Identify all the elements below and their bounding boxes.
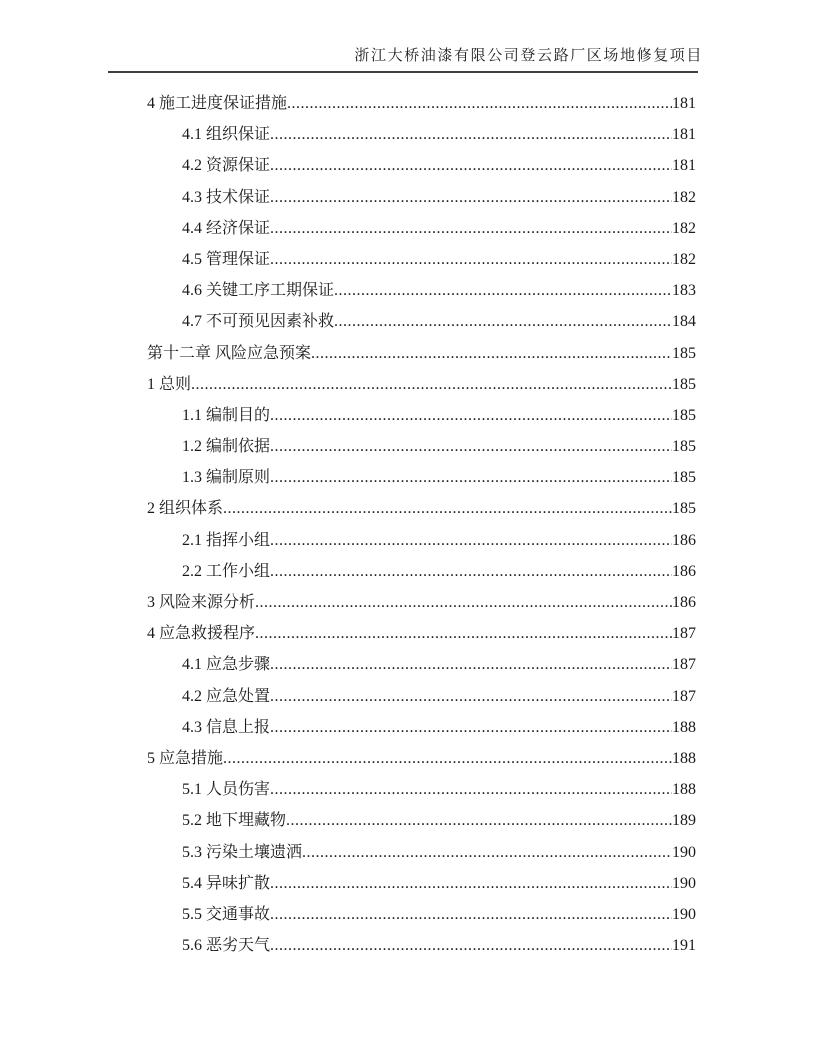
toc-page-number: 187: [672, 656, 696, 674]
toc-page-number: 185: [672, 406, 696, 424]
dot-leader: [270, 930, 672, 961]
dot-leader: [270, 400, 672, 431]
dot-leader: [334, 306, 672, 337]
toc-entry[interactable]: [147, 556, 696, 587]
dot-leader: [255, 587, 672, 618]
toc-page-number: 188: [672, 749, 696, 767]
toc-entry-label: 4.2 资源保证: [182, 157, 271, 175]
toc-entry[interactable]: [147, 431, 696, 462]
dot-leader: [270, 119, 672, 150]
toc-entry-label: 4.4 经济保证: [182, 219, 271, 237]
toc-entry-label: 4.7 不可预见因素补救: [182, 313, 335, 331]
page-header-title: 浙江大桥油漆有限公司登云路厂区场地修复项目: [354, 48, 703, 64]
dot-leader: [286, 805, 672, 836]
toc-entry-label: 1 总则: [147, 375, 192, 393]
dot-leader: [270, 649, 672, 680]
toc-page-number: 185: [672, 344, 696, 362]
toc-entry-label: 1.2 编制依据: [182, 438, 271, 456]
toc-page-number: 186: [672, 531, 696, 549]
toc-entry[interactable]: [147, 150, 696, 181]
toc-entry[interactable]: [147, 868, 696, 899]
toc-page-number: 181: [672, 95, 696, 112]
toc-entry[interactable]: [147, 119, 696, 150]
toc-entry[interactable]: [147, 182, 696, 213]
toc-entry[interactable]: [147, 400, 696, 431]
toc-page-number: 190: [672, 843, 696, 861]
dot-leader: [270, 462, 672, 493]
toc-entry[interactable]: [147, 649, 696, 680]
dot-leader: [223, 743, 672, 774]
toc-entry-label: 5.5 交通事故: [182, 905, 271, 923]
toc-entry[interactable]: [147, 244, 696, 275]
toc-entry[interactable]: [147, 899, 696, 930]
toc-entry-label: 1.1 编制目的: [182, 406, 271, 424]
toc-entry[interactable]: [147, 213, 696, 244]
toc-entry[interactable]: [147, 930, 696, 961]
toc-page-number: 190: [672, 874, 696, 892]
toc-entry[interactable]: [147, 805, 696, 836]
dot-leader: [270, 213, 672, 244]
dot-leader: [270, 182, 672, 213]
dot-leader: [255, 618, 672, 649]
toc-entry-label: 3 风险来源分析: [147, 594, 256, 611]
toc-page-number: 189: [672, 812, 696, 830]
toc-entry-label: 2.1 指挥小组: [182, 531, 271, 549]
toc-entry[interactable]: [147, 712, 696, 743]
dot-leader: [270, 712, 672, 743]
dot-leader: [270, 431, 672, 462]
toc-entry-label: 4.6 关键工序工期保证: [182, 282, 335, 300]
dot-leader: [270, 774, 672, 805]
dot-leader: [311, 338, 672, 369]
toc-entry-label: 第十二章 风险应急预案: [147, 344, 312, 362]
toc-entry[interactable]: [147, 493, 696, 524]
toc-page-number: 182: [672, 188, 696, 206]
toc-page-number: 184: [672, 313, 696, 331]
toc-entry-label: 4.1 组织保证: [182, 126, 271, 144]
toc-entry-label: 5.1 人员伤害: [182, 781, 271, 799]
dot-leader: [223, 493, 672, 524]
toc-entry-label: 5.2 地下埋藏物: [182, 812, 287, 830]
header-rule: [108, 71, 698, 73]
dot-leader: [270, 868, 672, 899]
dot-leader: [334, 275, 672, 306]
toc-entry-label: 2 组织体系: [147, 500, 224, 518]
toc-page-number: 185: [672, 375, 696, 393]
toc-page-number: 182: [672, 250, 696, 268]
toc-entry-label: 2.2 工作小组: [182, 562, 271, 580]
toc-entry[interactable]: [147, 525, 696, 556]
toc-page-number: 188: [672, 781, 696, 799]
dot-leader: [270, 556, 672, 587]
toc-page-number: 187: [672, 687, 696, 705]
toc-page-number: 187: [672, 625, 696, 643]
dot-leader: [191, 369, 672, 400]
toc-page-number: 186: [672, 594, 696, 611]
toc-page-number: 190: [672, 905, 696, 923]
toc-entry[interactable]: [147, 618, 696, 649]
toc-entry-label: 4.2 应急处置: [182, 687, 271, 705]
toc-page-number: 188: [672, 718, 696, 736]
toc-page-number: 181: [672, 126, 696, 144]
toc-page-number: 186: [672, 562, 696, 580]
toc-entry[interactable]: [147, 338, 696, 369]
toc-page-number: 185: [672, 438, 696, 456]
toc-entry[interactable]: [147, 774, 696, 805]
dot-leader: [270, 244, 672, 275]
toc-entry-label: 4 应急救援程序: [147, 625, 256, 643]
dot-leader: [270, 899, 672, 930]
table-of-contents: [147, 88, 696, 961]
dot-leader: [270, 525, 672, 556]
toc-entry-label: 4.3 信息上报: [182, 718, 271, 736]
dot-leader: [270, 681, 672, 712]
toc-entry-label: 4 施工进度保证措施: [147, 95, 288, 112]
toc-entry-label: 5.3 污染土壤遗洒: [182, 843, 303, 861]
dot-leader: [302, 837, 672, 868]
toc-entry[interactable]: [147, 306, 696, 337]
toc-entry[interactable]: [147, 369, 696, 400]
toc-entry[interactable]: [147, 275, 696, 306]
toc-entry[interactable]: [147, 837, 696, 868]
dot-leader: [287, 88, 672, 119]
toc-page-number: 185: [672, 500, 696, 518]
toc-page-number: 182: [672, 219, 696, 237]
toc-page-number: 183: [672, 282, 696, 300]
toc-entry-label: 5 应急措施: [147, 749, 224, 767]
toc-page-number: 191: [672, 937, 696, 955]
toc-entry[interactable]: [147, 743, 696, 774]
toc-entry[interactable]: [147, 88, 696, 119]
toc-entry-label: 5.6 恶劣天气: [182, 937, 271, 955]
toc-entry-label: 1.3 编制原则: [182, 469, 271, 487]
toc-page-number: 181: [672, 157, 696, 175]
toc-entry-label: 4.3 技术保证: [182, 188, 271, 206]
toc-entry[interactable]: [147, 462, 696, 493]
toc-entry-label: 4.5 管理保证: [182, 250, 271, 268]
toc-entry-label: 5.4 异味扩散: [182, 874, 271, 892]
toc-entry[interactable]: [147, 681, 696, 712]
toc-entry-label: 4.1 应急步骤: [182, 656, 271, 674]
dot-leader: [270, 150, 672, 181]
toc-entry[interactable]: [147, 587, 696, 618]
toc-page-number: 185: [672, 469, 696, 487]
